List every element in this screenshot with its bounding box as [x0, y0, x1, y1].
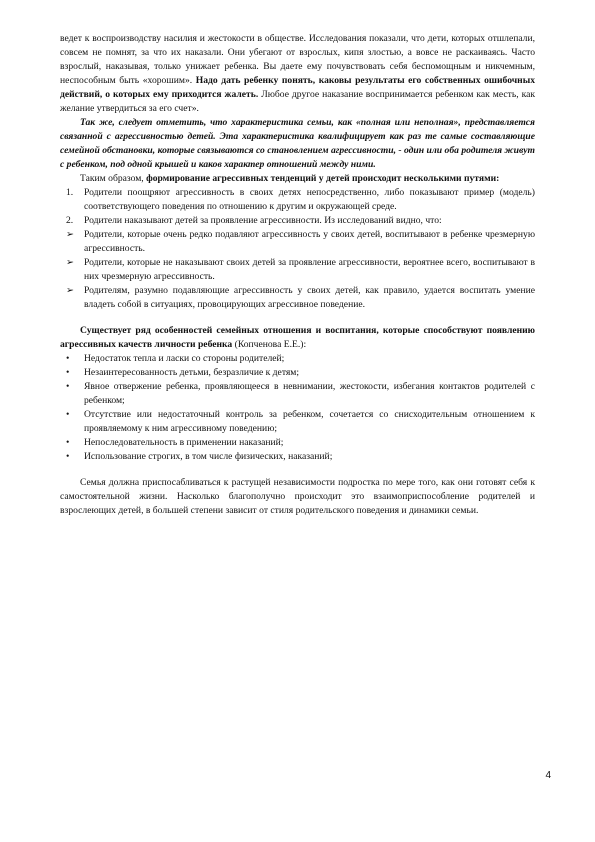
bullet-icon: •: [66, 409, 70, 420]
paragraph-1-bold: Надо дать ребенку понять, каковы результаты его собственных ошибочных действий, о которых ему приходится жалеть.: [60, 75, 535, 100]
page-number: 4: [545, 770, 551, 781]
list-number: 1.: [66, 187, 74, 198]
list-item-text: Недостаток тепла и ласки со стороны родителей;: [84, 353, 285, 364]
list-item: [60, 186, 535, 214]
list-item-text: Родители, которые не наказывают своих детей за проявление агрессивности, вероятнее всего, воспитывают в них чрезмерную агрессивность.: [84, 257, 535, 282]
bullet-icon: •: [66, 367, 70, 378]
paragraph-4-bold: Существует ряд особенностей семейных отношения и воспитания, которые способствуют появлению агрессивных качеств личности ребенка: [60, 325, 535, 350]
paragraph-1-text: ведет к воспроизводству насилия и жестокости в обществе. Исследования показали, что дети, которых отшлепали, совсем не помнят, за что их наказали. Они убегают от взрослых, кипя злостью, а вовсе не раскаиваясь. Часто взрослый, наказывая, только унижает ребенка. Вы даете ему почувствовать себя беспомощным и никчемным, неспособным быть «хорошим».: [60, 33, 535, 86]
list-item: [60, 408, 535, 436]
list-item: [60, 214, 535, 228]
list-item-text: Родители поощряют агрессивность в своих детях непосредственно, либо показывают пример (модель) соответствующего поведения по отношению к другим и окружающей среде.: [84, 187, 535, 212]
list-item: [60, 450, 535, 464]
list-item-text: Непоследовательность в применении наказаний;: [84, 437, 284, 448]
list-item: [60, 366, 535, 380]
paragraph-4: [60, 324, 535, 352]
paragraph-2-italic: Так же, следует отметить, что характеристика семьи, как «полная или неполная», представляется связанной с агрессивностью детей. Эта характеристика квалифицирует как раз те самые составляющие семейной обстановки, которые связываются со становлением агрессивности, - один или оба родителя живут с ребенком, под одной крышей и каков характер отношений между ними.: [60, 117, 535, 170]
arrow-bullet-icon: ➢: [66, 257, 75, 268]
list-item-text: Родителям, разумно подавляющие агрессивность у своих детей, как правило, удается воспитать умение владеть собой в ситуациях, провоцирующих агрессивное поведение.: [84, 285, 535, 310]
list-item-text: Использование строгих, в том числе физических, наказаний;: [84, 451, 333, 462]
arrow-bullet-icon: ➢: [66, 285, 75, 296]
list-item: [60, 256, 535, 284]
paragraph-3-lead: Таким образом,: [80, 173, 144, 184]
list-item-text: Отсутствие или недостаточный контроль за ребенком, сочетается со снисходительным отношением к проявляемому к ним агрессивному поведению;: [84, 409, 535, 434]
list-item: [60, 352, 535, 366]
bullet-icon: •: [66, 437, 70, 448]
spacer: [60, 312, 535, 324]
list-item-text: Явное отвержение ребенка, проявляющееся в невнимании, жестокости, избегания контактов родителей с ребенком;: [84, 381, 535, 406]
arrow-list: [60, 228, 535, 312]
list-item-text: Незаинтересованность детьми, безразличие к детям;: [84, 367, 300, 378]
paragraph-4-tail: (Копченова Е.Е.):: [234, 339, 307, 350]
ordered-list: [60, 186, 535, 228]
spacer: [60, 464, 535, 476]
list-item-text: Родители наказывают детей за проявление агрессивности. Из исследований видно, что:: [84, 215, 442, 226]
bullet-icon: •: [66, 381, 70, 392]
paragraph-5: Семья должна приспосабливаться к растущей независимости подростка по мере того, как они готовят себя к самостоятельной жизни. Насколько благополучно происходит это взаимоприспособление родителей и взрослеющих детей, в большей степени зависит от стиля родительского поведения и динамики семьи.: [60, 477, 535, 516]
paragraph-3: [60, 172, 535, 186]
page-content: [60, 32, 535, 518]
bullet-icon: •: [66, 451, 70, 462]
list-item: [60, 284, 535, 312]
list-item: [60, 436, 535, 450]
bullet-icon: •: [66, 353, 70, 364]
list-item-text: Родители, которые очень редко подавляют агрессивность у своих детей, воспитывают в ребенке чрезмерную агрессивность.: [84, 229, 535, 254]
paragraph-1-tail: Любое другое наказание воспринимается ребенком как месть, как желание утвердиться за его счет».: [60, 89, 536, 114]
list-number: 2.: [66, 215, 74, 226]
paragraph-1: [60, 32, 535, 116]
list-item: [60, 380, 535, 408]
bullet-list: [60, 352, 535, 464]
list-item: [60, 228, 535, 256]
arrow-bullet-icon: ➢: [66, 229, 75, 240]
paragraph-3-bold: формирование агрессивных тенденций у детей происходит несколькими путями:: [146, 173, 500, 184]
